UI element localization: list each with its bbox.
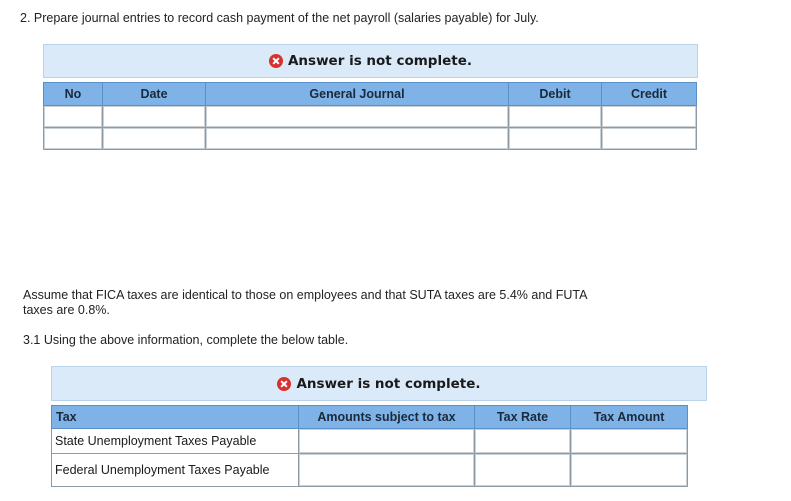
date-input[interactable] — [103, 128, 206, 150]
answer-status-banner-1 — [43, 44, 698, 78]
tax-rate-input[interactable] — [475, 429, 571, 454]
assumption-text-line-2: taxes are 0.8%. — [23, 303, 110, 317]
col-header-credit: Credit — [602, 83, 697, 106]
question-3-1-text: 3.1 Using the above information, complete the below table. — [23, 333, 349, 347]
journal-header-row — [44, 83, 697, 106]
no-input[interactable] — [44, 106, 103, 128]
date-input[interactable] — [103, 106, 206, 128]
table-row — [44, 128, 697, 150]
col-header-tax-amount: Tax Amount — [571, 406, 688, 429]
credit-input[interactable] — [602, 128, 697, 150]
assumption-text-line-1: Assume that FICA taxes are identical to those on employees and that SUTA taxes are 5.4% and FUTA — [23, 288, 588, 302]
table-row — [52, 454, 688, 487]
debit-input[interactable] — [509, 106, 602, 128]
col-header-no: No — [44, 83, 103, 106]
error-x-icon — [277, 377, 291, 391]
col-header-tax: Tax — [52, 406, 299, 429]
table-row — [44, 106, 697, 128]
col-header-amounts-subject-to-tax: Amounts subject to tax — [299, 406, 475, 429]
col-header-general-journal: General Journal — [206, 83, 509, 106]
credit-input[interactable] — [602, 106, 697, 128]
tax-amount-input[interactable] — [571, 429, 688, 454]
table-row — [52, 429, 688, 454]
amount-subject-input[interactable] — [299, 429, 475, 454]
error-x-icon — [269, 54, 283, 68]
debit-input[interactable] — [509, 128, 602, 150]
answer-status-banner-2 — [51, 366, 707, 401]
tax-rate-input[interactable] — [475, 454, 571, 487]
tax-header-row — [52, 406, 688, 429]
journal-entry-table — [43, 82, 697, 150]
tax-amount-input[interactable] — [571, 454, 688, 487]
col-header-debit: Debit — [509, 83, 602, 106]
no-input[interactable] — [44, 128, 103, 150]
general-journal-input[interactable] — [206, 106, 509, 128]
answer-status-text-2: Answer is not complete. — [296, 375, 481, 392]
tax-table — [51, 405, 688, 487]
tax-row-label: State Unemployment Taxes Payable — [52, 429, 299, 454]
col-header-date: Date — [103, 83, 206, 106]
tax-row-label: Federal Unemployment Taxes Payable — [52, 454, 299, 487]
answer-status-text-1: Answer is not complete. — [287, 53, 472, 69]
amount-subject-input[interactable] — [299, 454, 475, 487]
general-journal-input[interactable] — [206, 128, 509, 150]
col-header-tax-rate: Tax Rate — [475, 406, 571, 429]
question-2-text: 2. Prepare journal entries to record cash payment of the net payroll (salaries payable) for July. — [20, 11, 539, 25]
